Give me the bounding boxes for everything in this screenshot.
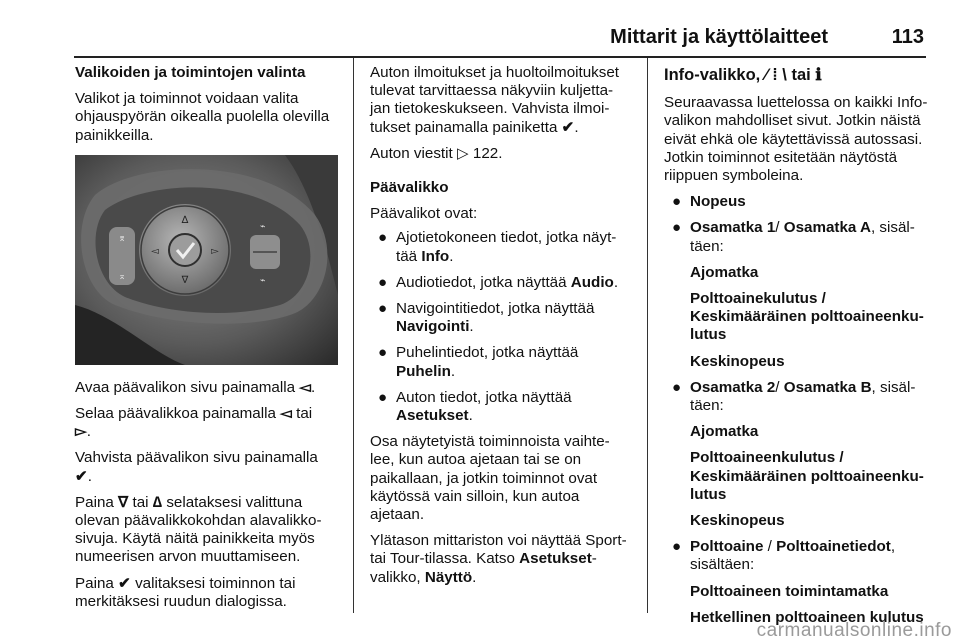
info-pages-list-3 — [664, 538, 930, 574]
page-reference-link[interactable]: 122. — [472, 144, 503, 162]
paragraph-functions-vary: Osa näytetyistä toiminnoista vaihte-lee, kun autoa ajetaan tai se on paikallaan, ja jotkin toiminnot ovat käytössä vain silloin, kun autoa ajetaan. — [370, 433, 610, 524]
column-divider-1 — [353, 58, 354, 613]
list-item: ● Nopeus — [672, 193, 746, 211]
paragraph-vehicle-messages: Auton ilmoitukset ja huoltoilmoitukset tulevat tarvittaessa näkyviin kuljetta-jan tietokeskukseen. Vahvista ilmoi-tukset painamalla painiketta ✔. — [370, 64, 620, 136]
info-pages-list — [664, 193, 930, 256]
paragraph-select-function: Paina ✔ valitaksesi toiminnon tai merkitäksesi ruudun dialogissa. — [75, 574, 296, 610]
svg-text:◅: ◅ — [151, 245, 159, 257]
section-heading-main-menu: Päävalikko — [370, 179, 449, 197]
list-item: ● Auton tiedot, jotka näyttää Asetukset. — [378, 388, 572, 425]
column-1 — [75, 64, 343, 619]
paragraph-confirm-main-menu: Vahvista päävalikon sivu painamalla ✔. — [75, 449, 318, 485]
bullet-icon: ● — [672, 378, 682, 396]
left-triangle-icon: ◅ — [299, 378, 311, 396]
page-number: 113 — [891, 26, 924, 48]
bullet-icon: ● — [672, 538, 682, 556]
section-heading-menu-selection: Valikoiden ja toimintojen valinta — [75, 64, 306, 81]
sub-item: Ajomatka — [690, 263, 759, 281]
paragraph-top-level-cluster: Ylätason mittariston voi näyttää Sport- tai Tour-tilassa. Katso Asetukset-valikko, Näyttö. — [370, 532, 627, 586]
bullet-icon: ● — [378, 273, 388, 291]
paragraph-main-menus-are: Päävalikot ovat: — [370, 205, 478, 223]
left-triangle-icon: ◅ — [280, 405, 292, 423]
sub-item: Keskimääräinen polttoaineenku-lutus — [690, 467, 924, 503]
paragraph-scroll-main-menu: Selaa päävalikkoa painamalla ◅ tai ▻. — [75, 405, 313, 441]
list-item: ● Navigointitiedot, jotka näyttää Navigointi. — [378, 300, 595, 336]
info-pages-list-2 — [664, 379, 930, 415]
watermark-text: carmanualsonline.info — [756, 620, 952, 641]
list-item: ● Osamatka 1/ Osamatka A, sisäl-täen: — [672, 219, 915, 255]
paragraph-submenu-navigation: Paina ∇ tai ∆ selataksesi valittuna olevan päävalikkokohdan alavalikko-sivuja. Käytä näitä painikkeita myös numeerisen arvon muuttamiseen. — [75, 493, 322, 566]
sub-item: Polttoaineen toimintamatka — [690, 582, 889, 600]
intro-paragraph: Valikot ja toiminnot voidaan valita ohjauspyörän oikealla puolella olevilla painikkeilla. — [75, 90, 330, 144]
svg-text:⌆: ⌆ — [118, 233, 126, 244]
sub-item: Hetkellinen polttoaineen kulutus — [690, 608, 924, 626]
paragraph-vehicle-messages-reference: Auton viestit ▷ 122. — [370, 144, 503, 162]
column-2 — [370, 64, 632, 595]
bullet-icon: ● — [672, 219, 682, 237]
bullet-icon: ● — [378, 344, 388, 362]
paragraph-info-menu-pages: Seuraavassa luettelossa on kaikki Info-valikon mahdolliset sivut. Jotkin näistä eivät ehkä ole käytettävissä autossasi. Jotkin toiminnot esitetään näytöstä riippuen symboleina. — [664, 94, 928, 185]
column-divider-2 — [647, 58, 648, 613]
sub-item: Keskimääräinen polttoaineenku-lutus — [690, 308, 924, 344]
steering-wheel-controls-photo — [75, 155, 338, 365]
list-item: ● Puhelintiedot, jotka näyttää Puhelin. — [378, 344, 579, 380]
up-triangle-icon: ∆ — [152, 493, 163, 511]
check-icon: ✔ — [118, 574, 131, 592]
sub-item: Keskinopeus — [690, 512, 785, 530]
check-icon: ✔ — [561, 118, 575, 136]
bullet-icon: ● — [378, 300, 388, 318]
svg-text:⌁: ⌁ — [260, 221, 266, 232]
down-triangle-icon: ∇ — [118, 493, 129, 511]
svg-text:⌁: ⌁ — [260, 275, 266, 286]
list-item: ● Osamatka 2/ Osamatka B, sisäl-täen: — [672, 378, 916, 415]
paragraph-open-main-menu: Avaa päävalikon sivu painamalla ◅. — [75, 378, 316, 396]
section-heading-info-menu: Info-valikko, ⁄ ⁞ \ tai ℹ — [664, 66, 822, 84]
sub-item: Polttoainekulutus / — [690, 290, 826, 308]
bullet-icon: ● — [378, 229, 388, 247]
sub-item: Keskinopeus — [690, 352, 785, 370]
svg-text:⌅: ⌅ — [118, 271, 126, 282]
sub-item: Polttoaineenkulutus / — [690, 449, 844, 467]
sub-item: Ajomatka — [690, 423, 759, 441]
trip-symbol-icon: ⁄ ⁞ \ — [764, 66, 787, 84]
svg-text:∇: ∇ — [181, 274, 189, 286]
main-menu-list — [370, 229, 632, 425]
column-3 — [664, 64, 930, 635]
svg-text:▻: ▻ — [211, 245, 219, 257]
check-icon: ✔ — [75, 467, 88, 485]
reference-arrow-icon: ▷ — [456, 144, 469, 162]
info-icon: ℹ — [815, 66, 822, 84]
list-item: ● Polttoaine / Polttoainetiedot, sisältäen: — [672, 538, 896, 574]
list-item: ● Ajotietokoneen tiedot, jotka näyt-tää Info. — [378, 229, 617, 265]
bullet-icon: ● — [378, 388, 388, 406]
bullet-icon: ● — [672, 193, 682, 211]
right-triangle-icon: ▻ — [75, 423, 87, 441]
svg-text:∆: ∆ — [181, 214, 189, 226]
page-header-title: Mittarit ja käyttölaitteet — [610, 26, 828, 48]
list-item: ● Audiotiedot, jotka näyttää Audio. — [378, 273, 619, 291]
header-rule — [74, 56, 926, 58]
